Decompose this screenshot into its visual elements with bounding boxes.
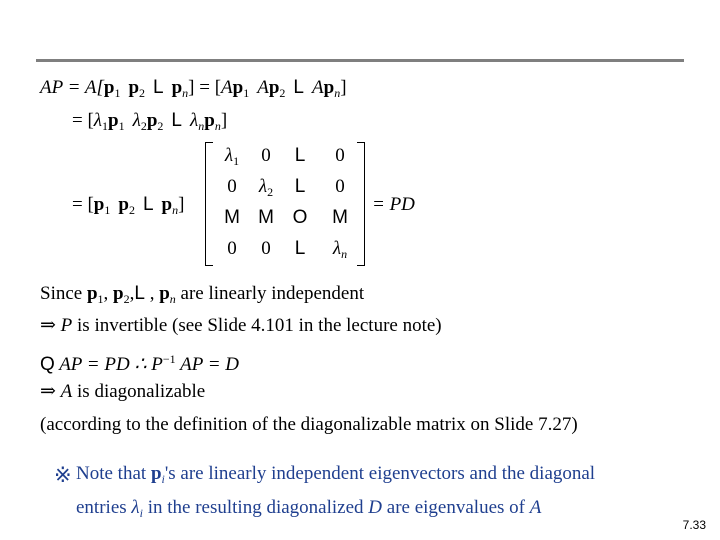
eq2-pn: p <box>204 110 215 131</box>
note-ls: i <box>139 506 143 520</box>
eq1-dots: L <box>153 77 164 98</box>
eq2-dots: L <box>171 110 182 131</box>
note-p: p <box>150 463 162 484</box>
eq3-open: = [ <box>72 194 94 215</box>
note-a: Note that <box>76 463 151 484</box>
eq3-sn: n <box>172 203 179 217</box>
since-b: are linearly independent <box>175 283 365 304</box>
eq2-ln: λ <box>190 110 199 131</box>
eq1-A2: A <box>257 77 269 98</box>
eq2-l1s: 1 <box>102 119 109 133</box>
since-a: Since <box>40 283 87 304</box>
since-sn: n <box>169 292 176 306</box>
matrix-r3c1: M <box>224 207 240 228</box>
equation-p-matrix <box>72 194 184 221</box>
matrix-r3c3: O <box>292 207 308 228</box>
eq1-q2: p <box>268 77 280 98</box>
eq1-s1: 1 <box>114 86 121 100</box>
matrix-left-bracket <box>205 142 213 266</box>
since-s2: 2 <box>123 292 130 306</box>
similarity-statement <box>40 348 239 376</box>
eq2-pns: n <box>214 119 221 133</box>
eq2-lns: n <box>198 119 205 133</box>
eq2-p2: p <box>146 110 158 131</box>
eq2-l1: λ <box>93 110 103 131</box>
because-symbol: Q <box>40 354 55 375</box>
matrix-r4c1: 0 <box>227 238 237 259</box>
implies-arrow-1: ⇒ <box>40 315 61 336</box>
matrix-r4c4: $\lambda_n$ <box>332 238 348 261</box>
since-dots: L <box>134 283 145 304</box>
eq2-end: ] <box>220 110 228 131</box>
eq3-pn: p <box>161 194 173 215</box>
matrix-r4c2: 0 <box>261 238 271 259</box>
since-s1: 1 <box>97 292 104 306</box>
eq1-t2: 2 <box>279 86 286 100</box>
eq3-dots: L <box>142 194 154 215</box>
matrix-r1c3: L <box>294 145 306 166</box>
matrix-r1c2: 0 <box>261 145 271 166</box>
equation-lambda-p <box>72 110 227 137</box>
eq3-close: ] <box>178 194 185 215</box>
note-D: D <box>368 497 383 518</box>
since-pn: p <box>159 283 170 304</box>
definition-reference: (according to the definition of the diagonalizable matrix on Slide 7.27) <box>40 414 578 435</box>
eq2-l2: λ <box>132 110 141 131</box>
note-ps: i <box>161 472 165 486</box>
matrix-r2c4: 0 <box>335 176 345 197</box>
eq3-p2: p <box>118 194 129 215</box>
matrix-r3c4: M <box>332 207 348 228</box>
invertible-statement <box>40 315 442 337</box>
eq1-dots2: L <box>293 77 304 98</box>
note-d: in the resulting diagonalized <box>142 497 369 518</box>
matrix-r2c2: $\lambda_2$ <box>258 176 274 199</box>
eq1-end: ] <box>340 77 347 98</box>
eq1-s2: 2 <box>139 86 146 100</box>
eq3-rhs: = PD <box>372 194 415 215</box>
slide-number: 7.33 <box>682 518 706 532</box>
eq3-p1: p <box>93 194 105 215</box>
matrix-r4c3: L <box>294 238 306 259</box>
matrix-r1c4: 0 <box>335 145 345 166</box>
eq3-s1: 1 <box>104 203 111 217</box>
equation-ap <box>40 77 347 104</box>
eq1-close: ] = [ <box>188 77 222 98</box>
l2-sup: −1 <box>162 352 176 366</box>
note-line-2 <box>76 497 541 524</box>
eq1-p1: p <box>103 77 115 98</box>
eq1-t1: 1 <box>243 86 250 100</box>
eq1-sn: n <box>182 86 189 100</box>
eq1-qn: p <box>323 77 335 98</box>
note-line-1 <box>76 463 595 490</box>
matrix-right-bracket <box>357 142 365 266</box>
note-b: 's are linearly independent eigenvectors and the diagonal <box>164 463 596 484</box>
eq1-An: A <box>312 77 324 98</box>
eq1-tn: n <box>334 86 341 100</box>
since-statement <box>40 283 364 310</box>
l2-a: AP = PD ∴ P <box>54 354 163 375</box>
since-c1: , <box>103 283 114 304</box>
note-c: entries <box>76 497 132 518</box>
reference-mark-icon: ※ <box>54 463 72 487</box>
since-c3: , <box>144 283 160 304</box>
diagonalizable-statement <box>40 381 205 403</box>
implies-arrow-2: ⇒ <box>40 381 61 402</box>
l1-text: is invertible (see Slide 4.101 in the lecture note) <box>72 315 442 336</box>
note-A: A <box>529 497 542 518</box>
eq2-p2s: 2 <box>157 119 164 133</box>
eq1-lhs: AP = A[ <box>40 77 104 98</box>
matrix-r1c1: $\lambda_1$ <box>224 145 240 168</box>
eq2-l2s: 2 <box>140 119 147 133</box>
note-l: λ <box>131 497 140 518</box>
eq2-p1s: 1 <box>118 119 125 133</box>
eq2-open: = [ <box>72 110 94 131</box>
eq1-q1: p <box>232 77 244 98</box>
l3-a: A <box>60 381 73 402</box>
matrix-r3c2: M <box>258 207 274 228</box>
matrix-r2c1: 0 <box>227 176 237 197</box>
eq1-p2: p <box>128 77 140 98</box>
l2-b: AP = D <box>175 354 240 375</box>
note-e: are eigenvalues of <box>382 497 530 518</box>
l1-p: P <box>60 315 73 336</box>
diagonal-matrix <box>205 142 365 266</box>
since-p1: p <box>86 283 98 304</box>
since-c2: , <box>129 283 135 304</box>
eq3-s2: 2 <box>128 203 135 217</box>
matrix-r2c3: L <box>294 176 306 197</box>
eq1-A1: A <box>221 77 233 98</box>
eq2-p1: p <box>108 110 119 131</box>
l3-text: is diagonalizable <box>72 381 206 402</box>
since-p2: p <box>113 283 124 304</box>
eq1-pn: p <box>171 77 183 98</box>
title-divider <box>36 59 684 62</box>
